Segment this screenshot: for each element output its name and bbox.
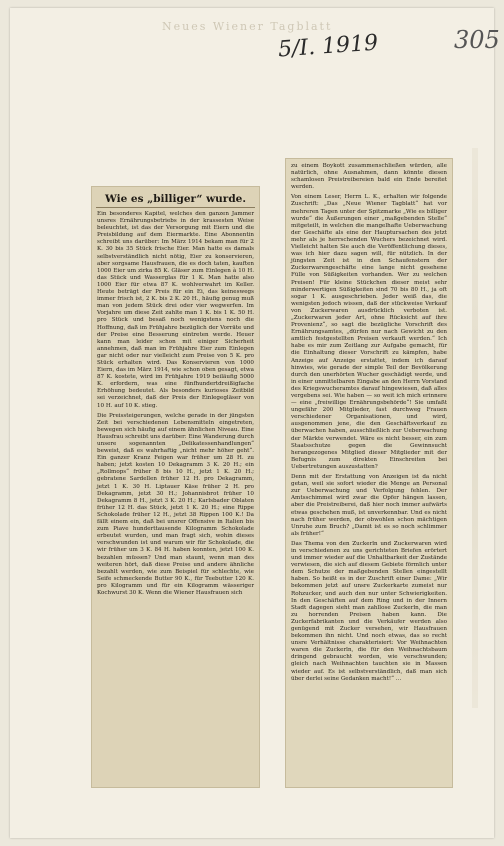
- paper-stain: [472, 148, 478, 708]
- article-paragraph: Die Preissteigerungen, welche gerade in der jüngsten Zeit bei verschiedenen Lebensmitteln eingetreten, bewegen sich häufig auf einem ähnlichen Niveau. Eine Hausfrau schreibt uns darüber: Eine Wanderung durch unsere sogenannten „Delikatessenhandlungen“ beweist, daß es wahrhaftig „nicht mehr höher geht“. Ein ganzer Kranz Feigen war früher um 28 H. zu haben; jetzt kosten 10 Dekagramm 3 K. 20 H.; ein „Rollmops“ früher 8 bis 10 H., jetzt 1 K. 20 H.; gebratene Sardellen früher 12 H. pro Dekagramm, jetzt 1 K. 30 H. Liptauer Käse früher 2 H. pro Dekagramm, jetzt 30 H.; Johannisbrot früher 10 Dekagramm 8 H., jetzt 3 K. 20 H.; Karlsbader Oblaten früher 12 H. das Stück, jetzt 1 K. 20 H.; eine Rippe Schokolade früher 12 H., jetzt 38 Rippen 100 K.! Da fällt einem ein, daß bei unsrer Offensive in Italien bis zum Piave hunderttausende Kilogramm Schokolade erbeutet wurden, und man fragt sich, wohin dieses verschwunden ist und warum wir für Schokolade, die wir früher um 3 K. 84 H. haben konnten, jetzt 100 K. bezahlen müssen? Und man staunt, wenn man des weiteren hört, daß diese Preise und andere ähnliche bezahlt werden, wie zum Beispiel für schlechte, wie Seife schmeckende Butter 90 K., für Teebutter 120 K. pro Kilogramm und für ein Kilogramm wässeriger Kochwurst 30 K. Wenn die Wiener Hausfrauen sich: [97, 412, 254, 596]
- newspaper-stamp: Neues Wiener Tagblatt: [162, 20, 333, 33]
- article-paragraph: Ein besonderes Kapitel, welches den ganzen Jammer unsres Ernährungsbetriebs in der krassesten Weise beleuchtet, ist das der Versorgung mit Eiern und die Preisbildung auf dem Eiermarkte. Eine Abonnentin schreibt uns darüber: Im März 1914 bekam man für 2 K. 30 bis 35 Stück frische Eier. Man hatte es damals selbstverständlich nicht nötig, Eier zu konservieren, aber sorgsame Hausfrauen, die es doch taten, kauften 1000 Eier um zirka 85 K. Gläser zum Einlegen à 10 H. das Stück und Wasserglas für 1 K. Man hatte also 1000 Eier für etwa 87 K. wohlverwahrt im Keller. Heute beträgt der Preis für ein Ei, das keineswegs immer frisch ist, 2 K. bis 2 K. 20 H., häufig genug muß man von jedem Stück drei oder vier wegwerfen. Im Vorjahre um diese Zeit zahlte man 1 K. bis 1 K. 50 H. pro Stück und besaß noch wenigstens noch die Hoffnung, daß im Frühjahre bezüglich der Vorräte und der Preise eine Besserung eintreten werde. Heuer kann man leider schon mit einiger Sicherheit annehmen, daß man im Frühjahre Eier zum Einlegen gar nicht oder nur vielleicht zum Preise von 5 K. pro Stück erhalten wird. Das Konservieren von 1000 Eiern, das im März 1914, wie schon oben gesagt, etwa 87 K. kostete, wird im Frühjahre 1919 beiläufig 5000 K. erfordern, was eine fünfhundertdreißigfache Erhöhung bedeutet. Als besonders kurioses Zeitbild sei verzeichnet, daß der Preis der Einlegegläser von 10 H. auf 10 K. stieg.: [97, 211, 254, 409]
- article-title: Wie es „billiger“ wurde.: [96, 193, 255, 208]
- article-paragraph: Von einem Leser, Herrn L. K., erhalten wir folgende Zuschrift: „Das „Neue Wiener Tagblatt“ hat vor mehreren Tagen unter der Spitzmarke „Wie es billiger wurde“ die Äußerungen einer „maßgebenden Stelle“ mitgeteilt, in welchen die mangelhafte Ueberwachung der Geschäfte als eine der Hauptursachen des jetzt mehr als je herrschenden Wuchers bezeichnet wird. Vielleicht halten Sie auch die Veröffentlichung dieses, was ich hier dazu sagen will, für nützlich. In der jüngsten Zeit ist in den Schaufenstern der Zuckerwarengeschäfte eine lange nicht gesehene Fülle von Süßigkeiten vorhanden. Wer zu welchen Preisen! Für kleine Stückchen dieser meist sehr minderwertigen Süßigkeiten sind 70 bis 80 H., ja oft sogar 1 K. ausgeschrieben. Jeder weiß das, die wenigsten jedoch wissen, daß der stückweise Verkauf von Zuckerwaren ausdrücklich verboten ist. „Zuckerwaren jeder Art, ohne Rücksicht auf ihre Provenienz“, so sagt die bezügliche Vorschrift des Ernährungsamtes, „dürfen nur nach Gewicht zu den amtlich festgestellten Preisen verkauft werden.“ Ich habe es mir zum Zeitlang zur Aufgabe gemacht, für die Einhaltung dieser Vorschrift zu kämpfen, habe Anzeige auf Anzeige erstattet, indem ich darauf hinwies, wie gerade der simple Teil der Bevölkerung durch den unerhörten Wucher geschädigt werde, und in einer unmittelbaren Eingabe an den Herrn Vorstand des Kriegswucheramtes darauf hingewiesen, daß alles vergebens sei. Wie haben — so weit ich mich erinnere — eine „freiwillige Ernährungsbehörde“! Sie umfaßt ungefähr 200 Mitglieder, fast durchweg Frauen verschiedener Organisationen, und wird, ausgenommen jene, die den Geschäftsverkauf zu überwachen haben, ausschließlich zur Ueberwachung der Märkte verwendet. Wäre es nicht besser, ein zum Staatsschutze gegen die Gewinnsucht herangezogenes Mitglied dieser Mitglieder mit der Befugnis zum direkten Einschreiten bei Uebertretungen auszustatten?: [291, 194, 447, 470]
- right-newspaper-clipping: [285, 158, 453, 788]
- handwritten-page-number: 305: [454, 26, 500, 54]
- left-newspaper-clipping: [91, 186, 260, 788]
- article-paragraph: Denn mit der Erstattung von Anzeigen ist da nicht getan, weil sie sofort wieder die Menge an Personal zur Ueberwachung und Verfolgung fehlen. Der Amtsschimmel wird zwar die Opfer hängen lassen, aber die Preistreiberei, daß hier noch immer aufwärts etwas geschehen muß, ist unverkennbar. Und es nicht nach früher werden, der obwohlen schon mächtigen Unruhe zum Bruch? „Damit ist es so noch schlimmer als früher!“: [291, 474, 447, 537]
- article-paragraph: Das Thema von den Zuckerln und Zuckerwaren wird in verschiedenen zu uns gerichteten Briefen erörtert und immer wieder auf die Unhaltbarkeit der Zustände verwiesen, die sich auf diesem Gebiete förmlich unter dem Schutze der maßgebenden Stellen eingestellt haben. So heißt es in der Zuschrift einer Dame: „Wir bekommen jetzt auf unsre Zuckerkarte zumeist nur Rohzucker, und auch den nur unter Schwierigkeiten. In den Geschäften auf dem Ring und in der Innern Stadt dagegen sieht man zahllose Zuckerln, die man zu horrenden Preisen haben kann. Die Zuckerfabrikanten und die Verkäufer werden also genügend mit Zucker versehen, wir Hausfrauen bekommen ihn nicht. Und noch etwas, das so recht unsre Verhältnisse charakterisiert: Vor Weihnachten waren die Zuckerln, die für den Weihnachtsbaum dringend gebraucht worden, wie verschwunden; gleich nach Weihnachten tauchten sie in Massen wieder auf. Es ist selbstverständlich, daß man sich über derlei seine Gedanken macht!“ …: [291, 540, 447, 682]
- handwritten-date: 5/I. 1919: [277, 30, 379, 63]
- article-paragraph: zu einem Boykott zusammenschließen würden, alle natürlich, ohne Ausnahmen, dann könnte diesen schamlosen Preistreibereien bald ein Ende bereitet werden.: [291, 163, 447, 191]
- archive-sheet: [10, 8, 500, 838]
